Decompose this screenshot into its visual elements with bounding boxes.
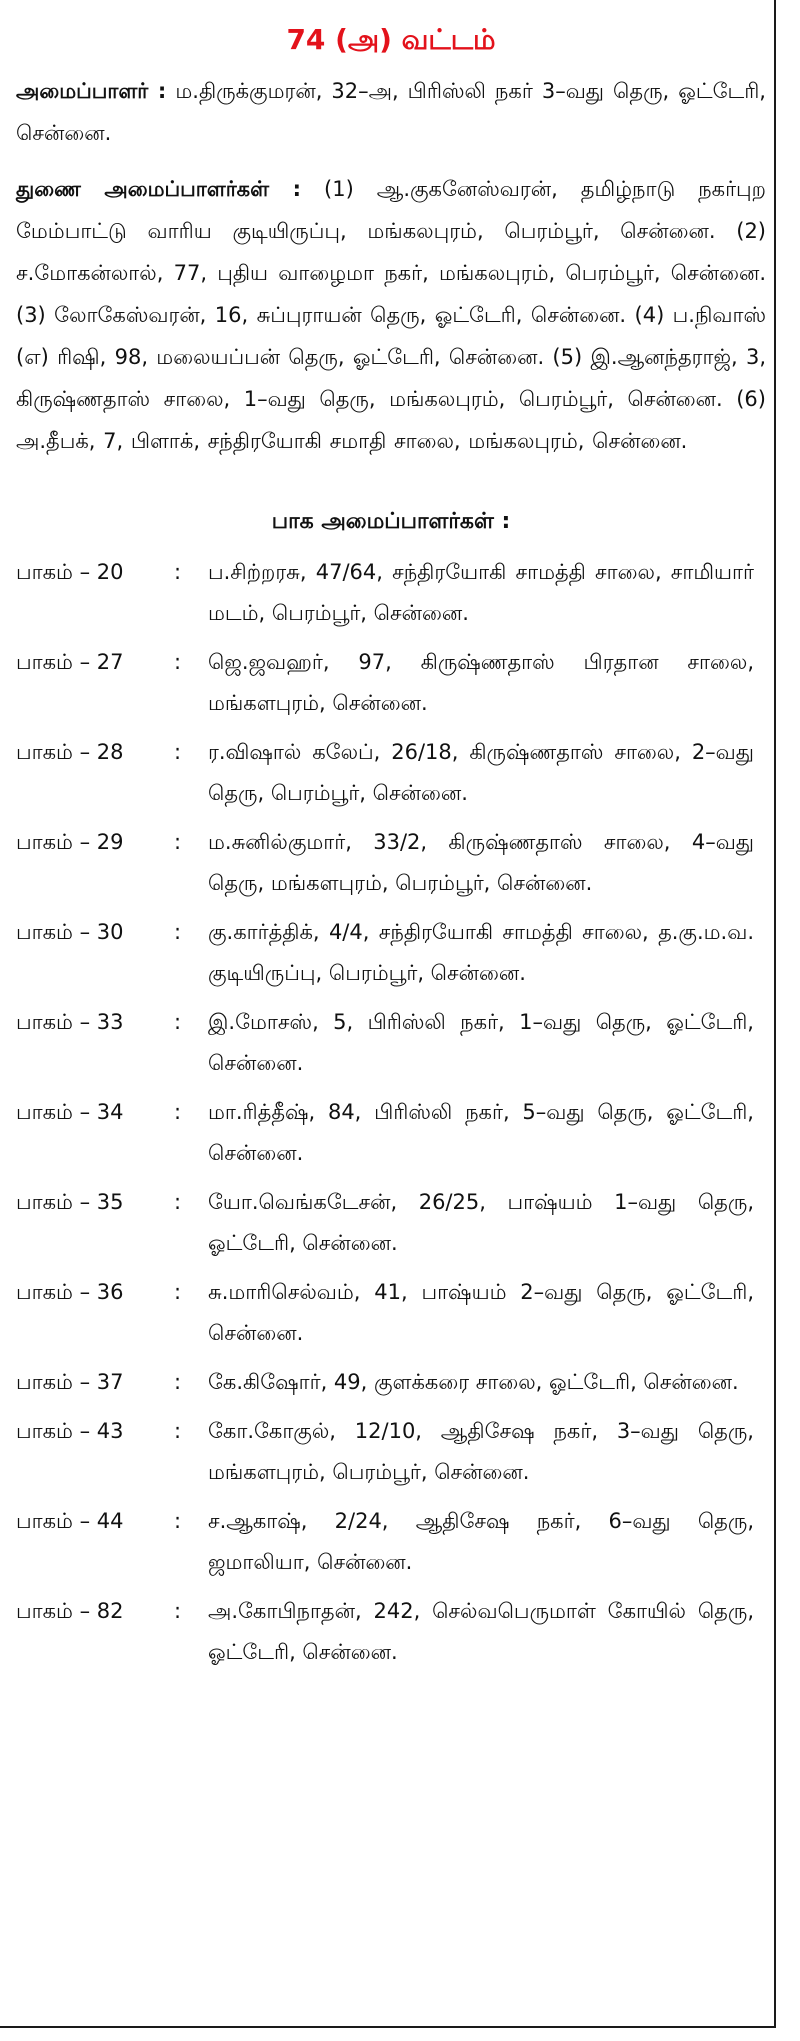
deputy-organisers-label: துணை அமைப்பாளர்கள் : (16, 177, 302, 201)
entry-text: ஜெ.ஜவஹர், 97, கிருஷ்ணதாஸ் பிரதான சாலை, மங்களபுரம், சென்னை. (208, 650, 754, 715)
list-item (16, 912, 766, 994)
entry-colon: : (174, 920, 182, 944)
list-item (16, 1002, 766, 1084)
entry-label: பாகம் – 20 (16, 560, 124, 584)
entry-text: மா.ரித்தீஷ், 84, பிரிஸ்லி நகர், 5–வது தெரு, ஓட்டேரி, சென்னை. (208, 1100, 754, 1165)
entry-colon: : (174, 650, 182, 674)
list-item (16, 1591, 766, 1673)
entry-label: பாகம் – 36 (16, 1280, 124, 1304)
organiser-paragraph (16, 70, 766, 154)
entry-text: ர.விஷால் கலேப், 26/18, கிருஷ்ணதாஸ் சாலை, 2–வது தெரு, பெரம்பூர், சென்னை. (208, 740, 754, 805)
entry-label: பாகம் – 29 (16, 830, 124, 854)
entry-label: பாகம் – 35 (16, 1190, 124, 1214)
entry-text: கு.கார்த்திக், 4/4, சந்திரயோகி சாமத்தி சாலை, த.கு.ம.வ. குடியிருப்பு, பெரம்பூர், சென்னை. (208, 920, 754, 985)
entry-label: பாகம் – 82 (16, 1599, 124, 1623)
entry-text: கே.கிஷோர், 49, குளக்கரை சாலை, ஓட்டேரி, சென்னை. (208, 1370, 739, 1394)
entry-label: பாகம் – 27 (16, 650, 124, 674)
deputy-organisers-text: (1) ஆ.குகனேஸ்வரன், தமிழ்நாடு நகர்புற மேம்பாட்டு வாரிய குடியிருப்பு, மங்கலபுரம், பெரம்பூர், சென்னை. (2) ச.மோகன்லால், 77, புதிய வாழைமா நகர், மங்கலபுரம், பெரம்பூர், சென்னை. (3) லோகேஸ்வரன், 16, சுப்புராயன் தெரு, ஓட்டேரி, சென்னை. (4) ப.நிவாஸ் (எ) ரிஷி, 98, மலையப்பன் தெரு, ஓட்டேரி, சென்னை. (5) இ.ஆனந்தராஜ், 3, கிருஷ்ணதாஸ் சாலை, 1–வது தெரு, மங்கலபுரம், பெரம்பூர், சென்னை. (6) அ.தீபக், 7, பிளாக், சந்திரயோகி சமாதி சாலை, மங்கலபுரம், சென்னை. (16, 177, 766, 453)
entry-colon: : (174, 1599, 182, 1623)
entry-colon: : (174, 560, 182, 584)
list-item (16, 1092, 766, 1174)
entry-colon: : (174, 1509, 182, 1533)
organiser-text: ம.திருக்குமரன், 32–அ, பிரிஸ்லி நகர் 3–வது தெரு, ஓட்டேரி, சென்னை. (16, 79, 766, 145)
entry-label: பாகம் – 33 (16, 1010, 124, 1034)
entry-text: ப.சிற்றரசு, 47/64, சந்திரயோகி சாமத்தி சாலை, சாமியார் மடம், பெரம்பூர், சென்னை. (208, 560, 754, 625)
entry-text: இ.மோசஸ், 5, பிரிஸ்லி நகர், 1–வது தெரு, ஓட்டேரி, சென்னை. (208, 1010, 754, 1075)
page-title: 74 (அ) வட்டம் (286, 23, 496, 56)
entry-text: சு.மாரிசெல்வம், 41, பாஷ்யம் 2–வது தெரு, ஓட்டேரி, சென்னை. (208, 1280, 754, 1345)
list-item (16, 642, 766, 724)
entry-colon: : (174, 1100, 182, 1124)
entry-colon: : (174, 830, 182, 854)
entry-label: பாகம் – 44 (16, 1509, 124, 1533)
entry-text: ச.ஆகாஷ், 2/24, ஆதிசேஷ நகர், 6–வது தெரு, ஜமாலியா, சென்னை. (208, 1509, 754, 1574)
entry-colon: : (174, 740, 182, 764)
entry-label: பாகம் – 34 (16, 1100, 124, 1124)
entry-text: அ.கோபிநாதன், 242, செல்வபெருமாள் கோயில் தெரு, ஓட்டேரி, சென்னை. (208, 1599, 754, 1664)
entry-text: யோ.வெங்கடேசன், 26/25, பாஷ்யம் 1–வது தெரு, ஓட்டேரி, சென்னை. (208, 1190, 754, 1255)
list-item (16, 822, 766, 904)
entry-label: பாகம் – 28 (16, 740, 124, 764)
entry-text: கோ.கோகுல், 12/10, ஆதிசேஷ நகர், 3–வது தெரு, மங்களபுரம், பெரம்பூர், சென்னை. (208, 1419, 754, 1484)
entry-colon: : (174, 1010, 182, 1034)
entry-label: பாகம் – 37 (16, 1370, 124, 1394)
entry-colon: : (174, 1370, 182, 1394)
entry-label: பாகம் – 30 (16, 920, 124, 944)
entry-text: ம.சுனில்குமார், 33/2, கிருஷ்ணதாஸ் சாலை, 4–வது தெரு, மங்களபுரம், பெரம்பூர், சென்னை. (208, 830, 754, 895)
list-item (16, 1182, 766, 1264)
organiser-label: அமைப்பாளர் : (16, 79, 167, 103)
list-item (16, 1362, 766, 1403)
entry-label: பாகம் – 43 (16, 1419, 124, 1443)
entries-list (16, 552, 766, 1673)
deputy-organisers-paragraph (16, 168, 766, 462)
entry-colon: : (174, 1280, 182, 1304)
list-item (16, 552, 766, 634)
list-item (16, 732, 766, 814)
entry-colon: : (174, 1419, 182, 1443)
list-item (16, 1272, 766, 1354)
entry-colon: : (174, 1190, 182, 1214)
list-item (16, 1501, 766, 1583)
section-heading: பாக அமைப்பாளர்கள் : (271, 509, 511, 534)
list-item (16, 1411, 766, 1493)
